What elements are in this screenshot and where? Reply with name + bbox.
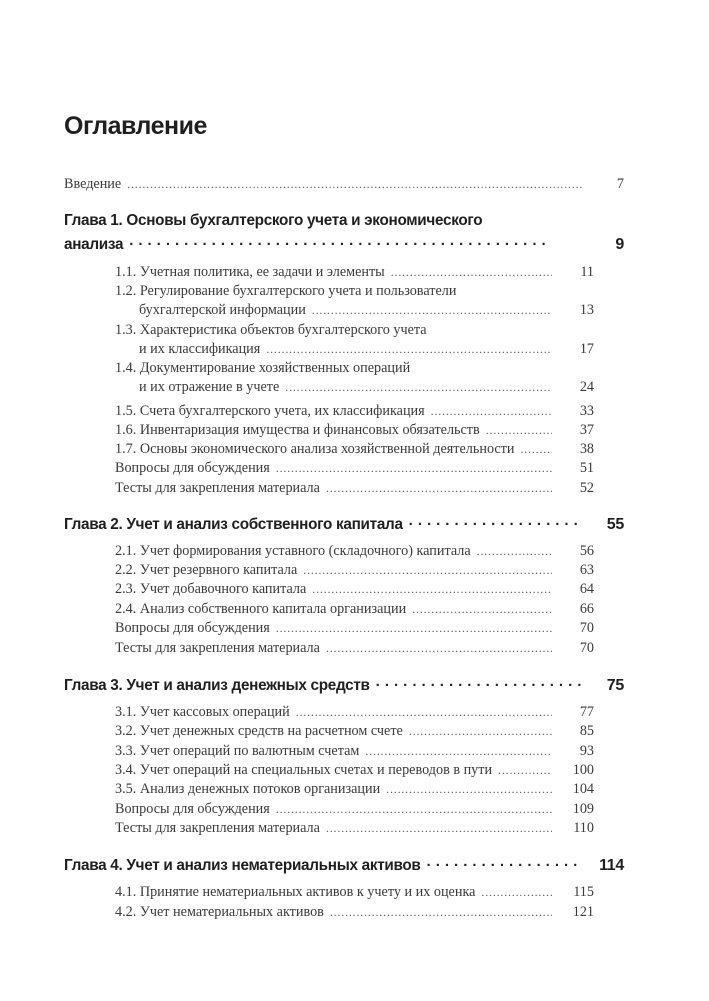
entry-label: 2.1. Учет формирования уставного (складочного) капитала — [115, 543, 471, 559]
chapter-page: 55 — [606, 516, 624, 533]
dot-leader — [498, 763, 552, 778]
toc-entry-2-tests[interactable] — [0, 640, 594, 657]
entry-page: 13 — [579, 302, 594, 318]
entry-page: 115 — [573, 884, 594, 900]
entry-page: 11 — [580, 264, 594, 280]
toc-entry-3-2[interactable] — [0, 723, 594, 740]
toc-entry-1-4-line1[interactable]: 1.4. Документирование хозяйственных операций — [115, 360, 411, 376]
toc-entry-3-questions[interactable] — [0, 801, 594, 818]
entry-label: Вопросы для обсуждения — [115, 801, 270, 817]
dot-leader — [276, 802, 552, 817]
chapter-page: 75 — [606, 677, 624, 694]
toc-entry-1-2-line1[interactable]: 1.2. Регулирование бухгалтерского учета и пользователи — [115, 283, 457, 299]
dot-leader — [326, 481, 552, 496]
toc-entry-3-4[interactable] — [0, 762, 594, 779]
dot-leader — [312, 582, 552, 597]
entry-page: 109 — [572, 801, 594, 817]
toc-entry-3-5[interactable] — [0, 781, 594, 798]
toc-entry-1-2[interactable] — [0, 302, 594, 319]
dot-leader — [386, 782, 552, 797]
entry-page: 77 — [579, 704, 594, 720]
toc-entry-1-3[interactable] — [0, 341, 594, 358]
entry-page: 56 — [579, 543, 594, 559]
dot-leader — [409, 516, 582, 533]
toc-entry-3-1[interactable] — [0, 704, 594, 721]
entry-page: 70 — [579, 620, 594, 636]
entry-page: 110 — [573, 820, 594, 836]
dot-leader — [127, 177, 582, 192]
toc-chapter-2[interactable] — [0, 516, 624, 534]
toc-chapter-1[interactable] — [0, 236, 624, 254]
dot-leader — [391, 265, 552, 280]
entry-label: 1.5. Счета бухгалтерского учета, их классификация — [115, 403, 425, 419]
entry-label: 1.7. Основы экономического анализа хозяйственной деятельности — [115, 441, 515, 457]
dot-leader — [276, 621, 552, 636]
entry-label: 3.4. Учет операций на специальных счетах и переводов в пути — [115, 762, 493, 778]
entry-page: 33 — [579, 403, 594, 419]
entry-page: 70 — [579, 640, 594, 656]
toc-entry-1-4[interactable] — [0, 379, 594, 396]
toc-entry-1-5[interactable] — [0, 403, 594, 420]
dot-leader — [326, 821, 552, 836]
chapter-label: анализа — [64, 236, 124, 253]
entry-label: Тесты для закрепления материала — [115, 480, 320, 496]
entry-label: 1.1. Учетная политика, ее задачи и элементы — [115, 264, 385, 280]
dot-leader — [266, 342, 552, 357]
toc-entry-2-4[interactable] — [0, 601, 594, 618]
toc-entry-2-3[interactable] — [0, 581, 594, 598]
entry-label: Тесты для закрепления материала — [115, 640, 320, 656]
dot-leader — [409, 724, 552, 739]
toc-entry-2-1[interactable] — [0, 543, 594, 560]
toc-entry-4-1[interactable] — [0, 884, 594, 901]
entry-page: 63 — [579, 562, 594, 578]
dot-leader — [129, 236, 582, 253]
entry-page: 64 — [579, 581, 594, 597]
entry-page: 38 — [579, 441, 594, 457]
entry-label: 4.1. Принятие нематериальных активов к учету и их оценка — [115, 884, 476, 900]
chapter-label: Глава 4. Учет и анализ нематериальных активов — [64, 857, 421, 874]
entry-label: 2.4. Анализ собственного капитала организации — [115, 601, 407, 617]
chapter-page: 114 — [599, 857, 624, 874]
entry-label: Вопросы для обсуждения — [115, 460, 270, 476]
toc-entry-4-2[interactable] — [0, 904, 594, 921]
toc-entry-1-7[interactable] — [0, 441, 594, 458]
dot-leader — [412, 602, 552, 617]
dot-leader — [303, 563, 552, 578]
dot-leader — [326, 641, 552, 656]
dot-leader — [376, 677, 582, 694]
entry-page: 85 — [579, 723, 594, 739]
entry-label: 3.5. Анализ денежных потоков организации — [115, 781, 381, 797]
entry-page: 17 — [579, 341, 594, 357]
chapter-page: 9 — [615, 236, 624, 253]
toc-entry-3-3[interactable] — [0, 743, 594, 760]
toc-entry-2-2[interactable] — [0, 562, 594, 579]
toc-entry-1-6[interactable] — [0, 422, 594, 439]
entry-label: Тесты для закрепления материала — [115, 820, 320, 836]
dot-leader — [312, 303, 552, 318]
entry-label: и их классификация — [139, 341, 261, 357]
entry-label: 2.3. Учет добавочного капитала — [115, 581, 307, 597]
dot-leader — [486, 423, 552, 438]
entry-page: 51 — [579, 460, 594, 476]
page-title: Оглавление — [64, 112, 207, 140]
toc-entry-intro[interactable] — [0, 176, 624, 193]
dot-leader — [431, 404, 552, 419]
chapter-label: Глава 3. Учет и анализ денежных средств — [64, 677, 370, 694]
toc-chapter-4[interactable] — [0, 857, 624, 875]
chapter-1-title-line1[interactable]: Глава 1. Основы бухгалтерского учета и экономического — [64, 212, 483, 229]
entry-page: 24 — [579, 379, 594, 395]
toc-entry-1-questions[interactable] — [0, 460, 594, 477]
toc-entry-1-3-line1[interactable]: 1.3. Характеристика объектов бухгалтерского учета — [115, 322, 427, 338]
entry-label: Введение — [64, 176, 122, 192]
dot-leader — [285, 380, 552, 395]
entry-page: 93 — [579, 743, 594, 759]
entry-label: Вопросы для обсуждения — [115, 620, 270, 636]
entry-label: 2.2. Учет резервного капитала — [115, 562, 298, 578]
entry-page: 104 — [572, 781, 594, 797]
dot-leader — [520, 442, 552, 457]
dot-leader — [330, 905, 552, 920]
entry-label: 3.1. Учет кассовых операций — [115, 704, 290, 720]
toc-entry-2-questions[interactable] — [0, 620, 594, 637]
dot-leader — [365, 744, 552, 759]
entry-label: бухгалтерской информации — [139, 302, 306, 318]
entry-page: 100 — [572, 762, 594, 778]
entry-label: и их отражение в учете — [139, 379, 280, 395]
toc-entry-1-tests[interactable] — [0, 480, 594, 497]
entry-label: 3.2. Учет денежных средств на расчетном счете — [115, 723, 403, 739]
entry-page: 52 — [579, 480, 594, 496]
entry-page: 121 — [572, 904, 594, 920]
entry-page: 66 — [579, 601, 594, 617]
entry-page: 7 — [616, 176, 624, 192]
entry-label: 3.3. Учет операций по валютным счетам — [115, 743, 360, 759]
entry-label: 1.6. Инвентаризация имущества и финансовых обязательств — [115, 422, 480, 438]
toc-chapter-3[interactable] — [0, 677, 624, 695]
entry-page: 37 — [579, 422, 594, 438]
toc-entry-3-tests[interactable] — [0, 820, 594, 837]
dot-leader — [296, 705, 552, 720]
entry-label: 4.2. Учет нематериальных активов — [115, 904, 324, 920]
dot-leader — [477, 544, 552, 559]
toc-entry-1-1[interactable] — [0, 264, 594, 281]
chapter-label: Глава 2. Учет и анализ собственного капитала — [64, 516, 403, 533]
dot-leader — [276, 461, 552, 476]
dot-leader — [427, 857, 582, 874]
dot-leader — [481, 885, 552, 900]
